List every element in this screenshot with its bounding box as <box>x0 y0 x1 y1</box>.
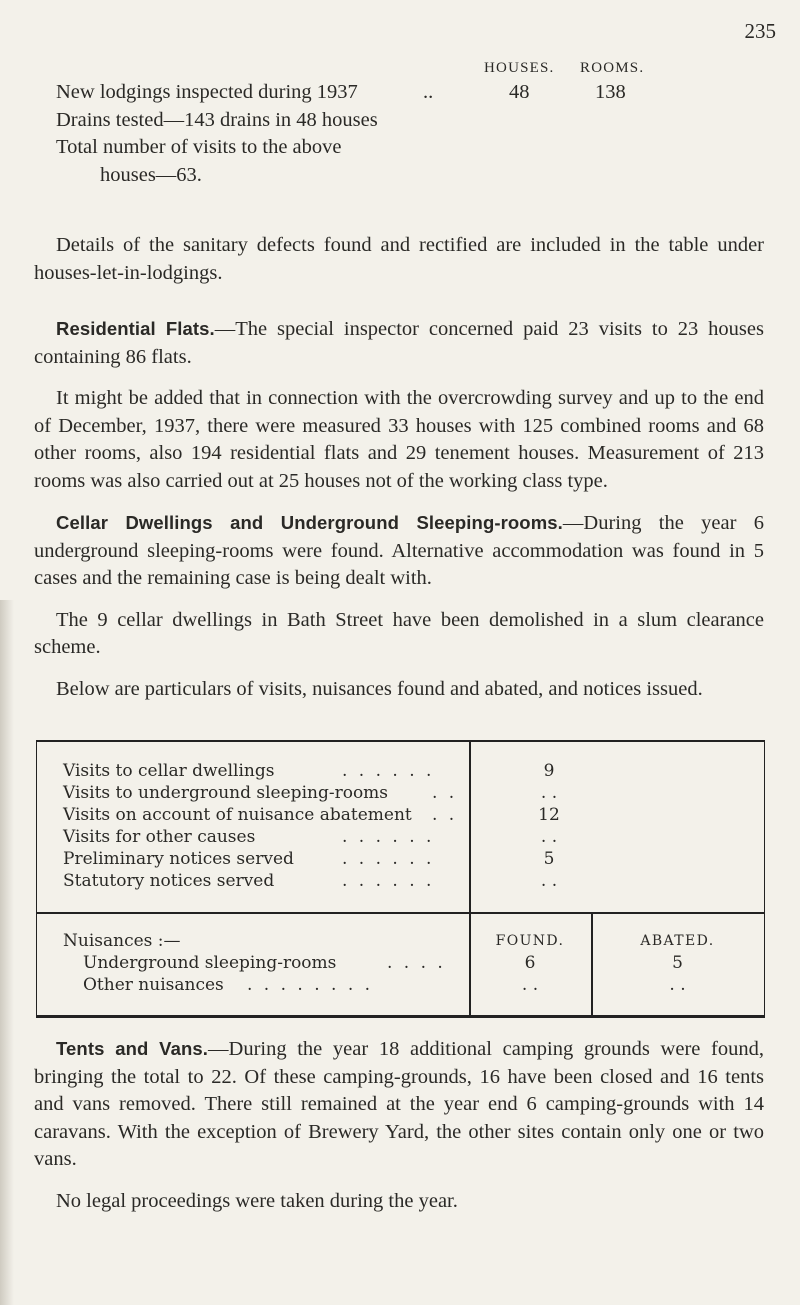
visits-other-label: Visits for other causes <box>63 827 256 847</box>
leader-dots: . . <box>432 805 458 825</box>
leader-dots: . . . . . . <box>342 849 435 869</box>
tents-text: —During the year 18 additional camping grounds were found, bringing the total to 22. Of these camping-grounds, 16 have been closed and 16 tents and vans removed. There still remained at the year end 6 camping-grounds with 14 caravans. With the exception of Brewery Yard, the other sites contain only one or two vans. <box>34 1038 764 1170</box>
residential-text: —The special inspector concerned paid 23 visits to 23 houses containing 86 flats. <box>34 318 764 368</box>
nuisance-underground-found: 6 <box>524 953 536 973</box>
statutory-notices-value: . . <box>540 871 558 891</box>
visits-cellar-value: 9 <box>543 761 555 781</box>
nuisance-underground-abated: 5 <box>672 953 683 973</box>
visits-underground-label: Visits to underground sleeping-rooms <box>63 783 389 803</box>
nuisance-other-abated: . . <box>669 975 686 995</box>
leader-dots: . . . . . . <box>342 827 435 847</box>
preliminary-notices-label: Preliminary notices served <box>63 849 294 869</box>
leader-dots: . . . . . . <box>342 761 435 781</box>
leader-dots: . . <box>432 783 458 803</box>
new-lodgings-row <box>56 79 756 107</box>
bath-street-paragraph: The 9 cellar dwellings in Bath Street have been demolished in a slum clearance scheme. <box>34 608 764 658</box>
visits-table <box>36 740 765 1018</box>
new-lodgings-label: New lodgings inspected during 1937 <box>56 81 358 103</box>
drains-row: Drains tested—143 drains in 48 houses <box>56 108 378 131</box>
lodgings-summary <box>56 79 756 189</box>
tents-text-block <box>34 1035 764 1215</box>
leader-dots: . . . . . . <box>342 871 435 891</box>
overcrowding-paragraph: It might be added that in connection with the overcrowding survey and up to the end of December, 1937, there were measured 33 houses with 125 combined rooms and 68 other rooms, also 194 residential flats and 29 tenement houses. Measurement of 213 rooms was also carried out at 25 houses not of the working class type. <box>34 387 764 492</box>
tents-heading: Tents and Vans. <box>56 1038 209 1059</box>
leader-dots: . . . . . . . . <box>247 975 374 995</box>
below-paragraph: Below are particulars of visits, nuisances found and abated, and notices issued. <box>56 677 703 700</box>
rooms-column-header: ROOMS. <box>580 60 645 76</box>
abated-header: ABATED. <box>640 933 715 949</box>
details-paragraph-block <box>34 232 764 287</box>
leader-dots: .. <box>423 81 434 103</box>
visits-underground-value: . . <box>540 783 558 803</box>
found-header: FOUND. <box>495 933 565 949</box>
nuisance-other-label: Other nuisances <box>83 975 224 995</box>
cellar-text: —During the year 6 underground sleeping-rooms were found. Alternative accommodation was found in 5 cases and the remaining case is being dealt with. <box>34 512 764 589</box>
new-lodgings-houses: 48 <box>509 81 530 103</box>
table-section-divider <box>37 912 764 914</box>
visits-nuisance-label: Visits on account of nuisance abatement <box>63 805 412 825</box>
visits-row-cont: houses—63. <box>100 163 202 186</box>
cellar-paragraph <box>34 509 764 593</box>
visits-other-value: . . <box>540 827 558 847</box>
residential-paragraph <box>34 315 764 371</box>
residential-heading: Residential Flats. <box>56 318 215 339</box>
page-edge-shadow <box>0 600 14 1305</box>
leader-dots: . . . . <box>387 953 446 973</box>
visits-row: Total number of visits to the above <box>56 136 342 158</box>
houses-column-header: HOUSES. <box>484 60 555 76</box>
nuisance-other-found: . . <box>521 975 539 995</box>
page-number: 235 <box>744 19 776 43</box>
nuisances-heading: Nuisances :— <box>63 931 181 951</box>
visits-nuisance-value: 12 <box>538 805 560 825</box>
legal-paragraph: No legal proceedings were taken during the year. <box>56 1189 458 1212</box>
statutory-notices-label: Statutory notices served <box>63 871 275 891</box>
visits-cellar-label: Visits to cellar dwellings <box>63 761 275 781</box>
cellar-heading: Cellar Dwellings and Underground Sleeping-rooms. <box>56 512 563 533</box>
tents-paragraph <box>34 1035 764 1174</box>
nuisance-underground-label: Underground sleeping-rooms <box>83 953 337 973</box>
main-text-block <box>34 315 764 703</box>
new-lodgings-rooms: 138 <box>595 81 626 103</box>
details-paragraph: Details of the sanitary defects found and rectified are included in the table under houses-let-in-lodgings. <box>34 234 764 284</box>
preliminary-notices-value: 5 <box>543 849 555 869</box>
